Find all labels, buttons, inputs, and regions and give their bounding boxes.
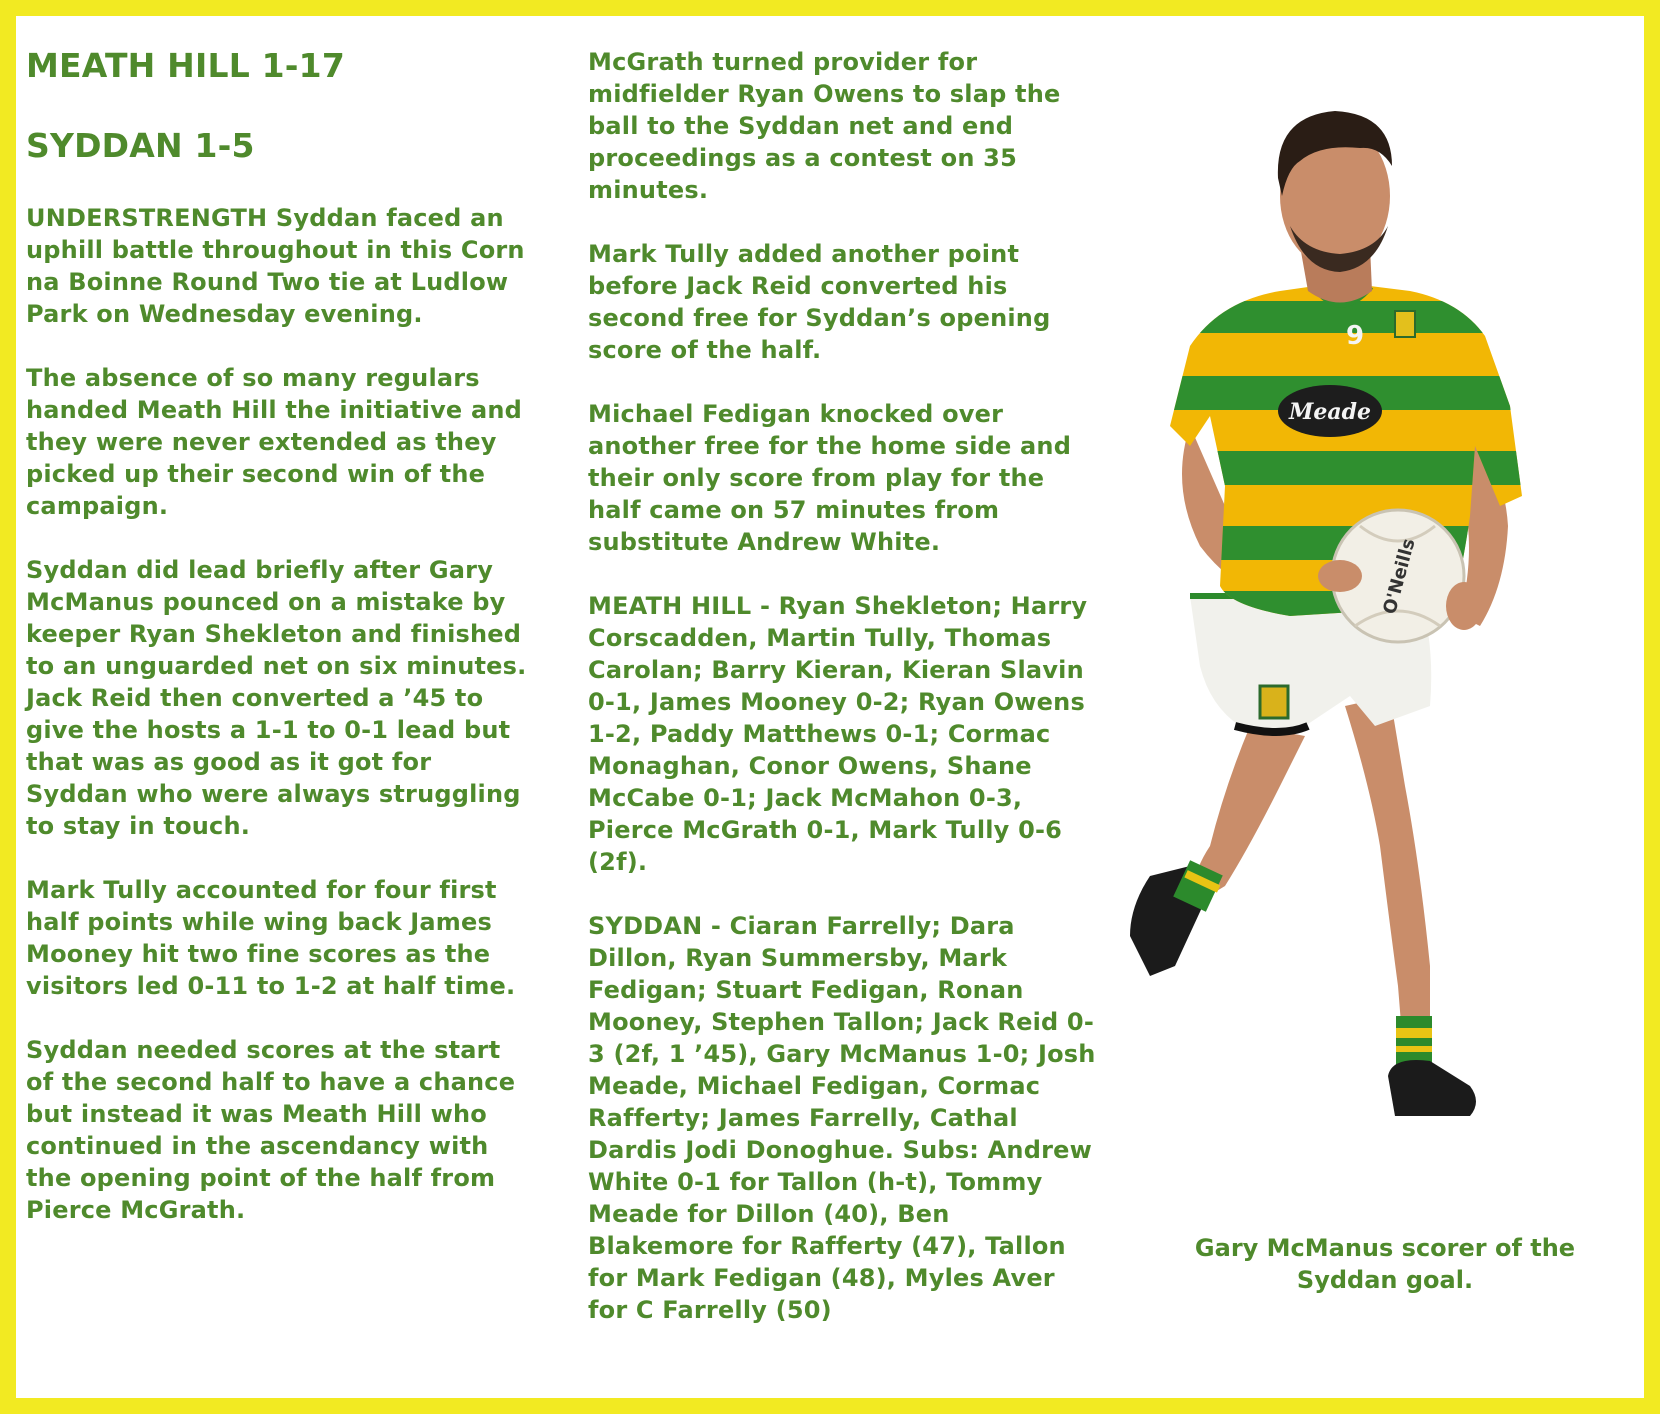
paragraph: Syddan needed scores at the start of the second half to have a chance but instead it was Meath Hill who continued in the ascendancy with the opening point of the half from Pierce McGrath. <box>26 1036 516 1224</box>
paragraph: UNDERSTRENGTH Syddan faced an uphill battle throughout in this Corn na Boinne Round Two tie at Ludlow Park on Wednesday evening. <box>26 204 525 328</box>
paragraph: The absence of so many regulars handed Meath Hill the initiative and they were never extended as they picked up their second win of the campaign. <box>26 364 523 520</box>
headline-home-score: MEATH HILL 1-17 <box>26 46 345 85</box>
ball-brand: O'Neills <box>1379 536 1420 617</box>
jersey-crest <box>1395 311 1415 337</box>
jersey-number: 9 <box>1345 321 1365 351</box>
paragraph: Mark Tully accounted for four first half points while wing back James Mooney hit two fine scores as the visitors led 0-11 to 1-2 at half time. <box>26 876 516 1000</box>
right-hand <box>1446 582 1482 630</box>
sponsor-text: Meade <box>1289 399 1371 425</box>
front-leg <box>1345 696 1430 1036</box>
paragraph: Michael Fedigan knocked over another free for the home side and their only score from play for the half came on 57 minutes from substitute Andrew White. <box>588 400 1072 556</box>
team-lineup-meath-hill: MEATH HILL - Ryan Shekleton; Harry Corscadden, Martin Tully, Thomas Carolan; Barry Kieran, Kieran Slavin 0-1, James Mooney 0-2; Ryan Owens 1-2, Paddy Matthews 0-1; Cormac Monaghan, Conor Owens, Shane McCabe 0-1; Jack McMahon 0-3, Pierce McGrath 0-1, Mark Tully 0-6 (2f). <box>588 592 1088 876</box>
photo-caption: Gary McManus scorer of the Syddan goal. <box>1194 1234 1576 1294</box>
paragraph: Mark Tully added another point before Jack Reid converted his second free for Syddan’s opening score of the half. <box>588 240 1051 364</box>
player-photo <box>1130 86 1550 1196</box>
front-sock <box>1396 1016 1432 1066</box>
paragraph: Syddan did lead briefly after Gary McManus pounced on a mistake by keeper Ryan Shekleton and finished to an unguarded net on six minutes. Jack Reid then converted a ’45 to give the hosts a 1-1 to 0-1 lead but that was as good as it got for Syddan who were always struggling to stay in touch. <box>26 556 527 840</box>
left-hand <box>1318 560 1362 592</box>
article-column-1 <box>26 46 536 1258</box>
article-column-2 <box>588 46 1098 1358</box>
team-lineup-syddan: SYDDAN - Ciaran Farrelly; Dara Dillon, Ryan Summersby, Mark Fedigan; Stuart Fedigan, Ronan Mooney, Stephen Tallon; Jack Reid 0-3 (2f, 1 ’45), Gary McManus 1-0; Josh Meade, Michael Fedigan, Cormac Rafferty; James Farrelly, Cathal Dardis Jodi Donoghue. Subs: Andrew White 0-1 for Tallon (h-t), Tommy Meade for Dillon (40), Ben Blakemore for Rafferty (47), Tallon for Mark Fedigan (48), Myles Aver for C Farrelly (50) <box>588 912 1096 1324</box>
front-boot <box>1388 1060 1476 1116</box>
headline-away-score: SYDDAN 1-5 <box>26 126 255 165</box>
paragraph: McGrath turned provider for midfielder Ryan Owens to slap the ball to the Syddan net and end proceedings as a contest on 35 minutes. <box>588 48 1061 204</box>
shorts-crest <box>1260 686 1288 718</box>
